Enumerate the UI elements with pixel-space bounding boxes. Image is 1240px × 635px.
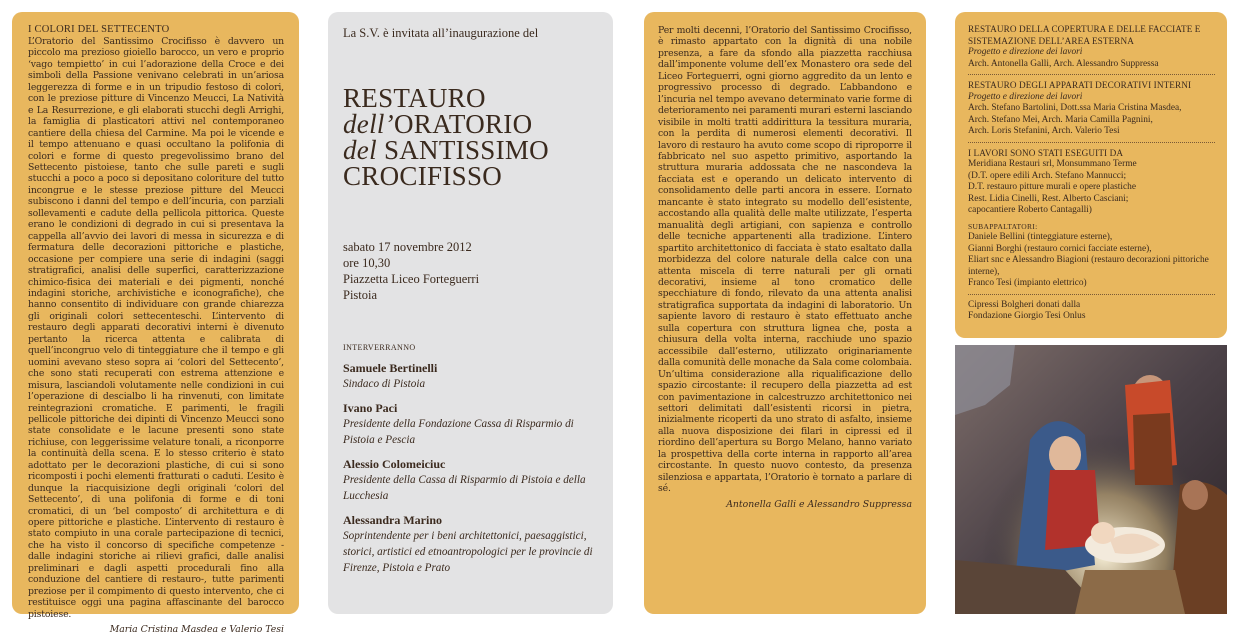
title-line-2-text: ORATORIO <box>393 109 533 139</box>
title-line-4: CROCIFISSO <box>343 161 503 191</box>
credit-title: RESTAURO DELLA COPERTURA E DELLE FACCIATE E SISTEMAZIONE DELL’AREA ESTERNA <box>968 24 1201 46</box>
credit-line: Meridiana Restauri srl, Monsummano Terme <box>968 159 1137 169</box>
speaker-role: Soprintendente per i beni architettonici, paesaggistici, storici, artistici ed etnoantropologici per le provincie di Firenze, Pistoia e Prato <box>343 530 593 574</box>
credit-line: Rest. Lidia Cinelli, Rest. Alberto Casciani; <box>968 193 1129 204</box>
speaker-role: Sindaco di Pistoia <box>343 378 426 390</box>
credit-subtitle: Progetto e direzione dei lavori <box>968 47 1083 57</box>
credit-title: I LAVORI SONO STATI ESEGUITI DA <box>968 147 1124 158</box>
speakers-list <box>343 361 598 576</box>
subcontractor-line: Gianni Borghi (restauro cornici facciate esterne), <box>968 243 1152 254</box>
title-line-2-italic: dell’ <box>343 109 394 139</box>
panel-invitation <box>328 12 613 614</box>
panel-restauro-esterno <box>644 12 926 614</box>
event-title <box>343 85 598 189</box>
credit-block-copertura <box>968 24 1215 75</box>
credit-line: Arch. Stefano Bartolini, Dott.ssa Maria Cristina Masdea, <box>968 103 1182 113</box>
event-city: Pistoia <box>343 288 378 302</box>
event-details <box>343 239 598 303</box>
title-line-1: RESTAURO <box>343 83 486 113</box>
speaker-item <box>343 401 598 448</box>
speaker-name: Ivano Paci <box>343 401 398 415</box>
title-line-2 <box>343 111 598 137</box>
credit-line: capocantiere Roberto Cantagalli) <box>968 205 1092 215</box>
credit-line: Arch. Loris Stefanini, Arch. Valerio Tesi <box>968 126 1120 136</box>
credit-line: (D.T. opere edili Arch. Stefano Mannucci; <box>968 170 1127 181</box>
title-line-3-italic: del <box>343 135 377 165</box>
event-date: sabato 17 novembre 2012 <box>343 240 472 254</box>
speaker-role: Presidente della Fondazione Cassa di Risparmio di Pistoia e Pescia <box>343 418 574 446</box>
credit-line: Arch. Antonella Galli, Arch. Alessandro Suppressa <box>968 58 1159 69</box>
essay-text: L’Oratorio del Santissimo Crocifisso è davvero un piccolo ma prezioso gioiello barocco, un vero e proprio ‘vago tempietto’ in cui l’adorazione della Croce e dei simboli della Passione venivano celebrati in un’ariosa leggerezza di forme e in un tripudio festoso di colori, con le preziose pitture di Vincenzo Meucci, La Natività e La Resurrezione, e gli elaborati stucchi degli Arrighi, la famiglia di plasticatori attivi nel contemporaneo cantiere della chiesa del Carmine. Ma poi le vicende e il tempo attenuano e quasi occultano la polifonia di colori e forme di questo pregevolissimo brano del Settecento pistoiese, tanto che sulle pareti e sugli stucchi a poco a poco si depositano coloriture del tutto incongrue e le stesse preziose pitture del Meucci subiscono i danni del tempo e dell’incuria, con parziali sollevamenti e cadute della pellicola pittorica. Queste erano le condizioni di degrado in cui si presentava la cappella all’avvio dei lavori di messa in sicurezza e di fermatura delle decorazioni pittoriche e plastiche, occasione per compiere una serie di indagini (saggi stratigrafici, analisi delle superfici, caratterizzazione chimico-fisica dei materiali e dei pigmenti, nonché indagini storiche, archivistiche e iconografiche), che hanno consentito di individuare con grande chiarezza gli originali colori settecenteschi. L’intervento di restauro degli apparati decorativi interni è divenuto pertanto la ricerca attenta e calibrata di quell’incongruo velo di tinteggiature che il tempo e gli uomini avevano steso sopra ai ‘colori del Settecento’, che sono stati recuperati con estrema attenzione e misura, lasciandoli volutamente nelle condizioni in cui l’operazione di descialbo li ha rinvenuti, con limitate reintegrazioni cromatiche. E parimenti, le fragili pellicole pittoriche dei dipinti di Vincenzo Meucci sono state consolidate e le lacune presenti sono state richiuse, con leggerissime velature tonali, a riconporre la continuità della scena. E lo stesso criterio è stato adottato per le decorazioni plastiche, di cui si sono ricomposti i pochi elementi fratturati o caduti. L’esito è dunque la riacquisizione degli originali ‘colori del Settecento’, di una polifonia di forme e di toni cromatici, di un ‘bel composto’ di architettura e di opere pittoriche e plastiche. L’intervento di restauro è stato compiuto in una corale partecipazione di tecnici, che ha visto il concorso di specifiche competenze - dalle indagini storiche ai rilievi grafici, dalle analisi preliminari e dagli aspetti procedurali fino alla conduzione del cantiere di restauro-, tutte parimenti preziose per il compimento di questo intervento, che ci restituisce oggi una pagina affascinante del barocco pistoiese. <box>28 36 284 620</box>
subcontractor-line: Franco Tesi (impianto elettrico) <box>968 278 1087 288</box>
credit-line: D.T. restauro pitture murali e opere plastiche <box>968 182 1136 192</box>
speaker-item <box>343 513 598 576</box>
essay-signature: Maria Cristina Masdea e Valerio Tesi <box>109 624 284 635</box>
nativity-painting-image <box>955 345 1227 614</box>
subcontractor-line: Daniele Bellini (tinteggiature esterne), <box>968 232 1113 242</box>
credit-block-lavori <box>968 148 1215 295</box>
title-line-3-text: SANTISSIMO <box>376 135 549 165</box>
section-title: I COLORI DEL SETTECENTO <box>28 24 170 35</box>
credit-subtitle: Progetto e direzione dei lavori <box>968 91 1083 102</box>
credit-block-apparati <box>968 80 1215 143</box>
subcontractors-heading: SUBAPPALTATORI: <box>968 221 1038 231</box>
credit-line: Fondazione Giorgio Tesi Onlus <box>968 311 1086 321</box>
essay-text: Per molti decenni, l’Oratorio del Santissimo Crocifisso, è rimasto appartato con la dignità di una nobile presenza, a fare da sfondo alla piazzetta racchiusa dall’imponente volume dell’ex Monastero ora sede del Liceo Forteguerri, ogni giorno aggredito da un lento e progressivo processo di degrado. L’abbandono e l’incuria nel tempo avevano determinato varie forme di deterioramento nei paramenti murari esterni lasciando visibile in molti tratti addirittura la tessitura muraria, con la perdita di numerosi elementi decorativi. Il lavoro di restauro ha avuto come scopo di riproporre il fabbricato nel suo aspetto primitivo, asportando la struttura muraria addossata che ne nascondeva la facciata est e operando un delicato intervento di consolidamento delle parti ancora in essere. L’ornato mancante è stato integrato su modello dell’esistente, accostando alla qualità delle malte utilizzate, l’esperta manualità degli artigiani, con sapienza e controllo delle tecniche appartenenti alla tradizione. L’intero spartito architettonico di facciata è stato esaltato dalla morbidezza del colore naturale della calce con una attenta miscela di terre naturali per gli ornati decorativi, insieme al tono cromatico delle specchiature di fondo, rilevato da una attenta analisi stratigrafica supportata da indagini di laboratorio. Un sapiente lavoro di restauro è stato effettuato anche sulla copertura con struttura lignea che, posta a chiusura della volta interna, racchiude uno spazio accessibile dall’esterno, utilizzato originariamente dalla comunità delle monache da Sala come colombaia. Un’ultima considerazione alla riqualificazione dello spazio circostante: il recupero della piazzetta ad est con pavimentazione in calcestruzzo architettonico nei settori delimitati dall’esistenti ricorsi in pietra, inizialmente ricoperti da uno strato di asfalto, insieme alla nuova disposizione dei filari in cipressi ed il riordino dell’apertura su Borgo Melano, hanno variato la prospettiva della corte interna in rapporto all’area circostante. In questo nuovo contesto, da presenza silenziosa e appartata, l’Oratorio è tornato a parlare di sé. <box>658 25 912 495</box>
event-place: Piazzetta Liceo Forteguerri <box>343 272 480 286</box>
event-time: ore 10,30 <box>343 256 391 270</box>
credit-block-cipressi <box>968 300 1215 327</box>
panel-credits <box>955 12 1227 338</box>
credit-line: Arch. Stefano Mei, Arch. Maria Camilla Pagnini, <box>968 114 1153 125</box>
invitation-line: La S.V. è invitata all’inaugurazione del <box>343 26 539 40</box>
speaker-name: Samuele Bertinelli <box>343 361 438 375</box>
speaker-role: Presidente della Cassa di Risparmio di Pistoia e della Lucchesia <box>343 474 586 502</box>
essay-signature: Antonella Galli e Alessandro Suppressa <box>726 498 912 510</box>
speakers-heading: INTERVERRANNO <box>343 343 416 352</box>
nativity-painting <box>955 345 1227 614</box>
speaker-item <box>343 457 598 504</box>
speaker-name: Alessandra Marino <box>343 513 442 527</box>
speaker-name: Alessio Colomeiciuc <box>343 457 446 471</box>
credit-title: RESTAURO DEGLI APPARATI DECORATIVI INTERNI <box>968 80 1192 90</box>
credit-line: Cipressi Bolgheri donati dalla <box>968 299 1081 310</box>
panel-colori-settecento <box>12 12 299 635</box>
title-line-3 <box>343 137 598 163</box>
speaker-item <box>343 361 598 392</box>
subcontractor-line: Eliart snc e Alessandro Biagioni (restauro decorazioni pittoriche interne), <box>968 255 1209 277</box>
